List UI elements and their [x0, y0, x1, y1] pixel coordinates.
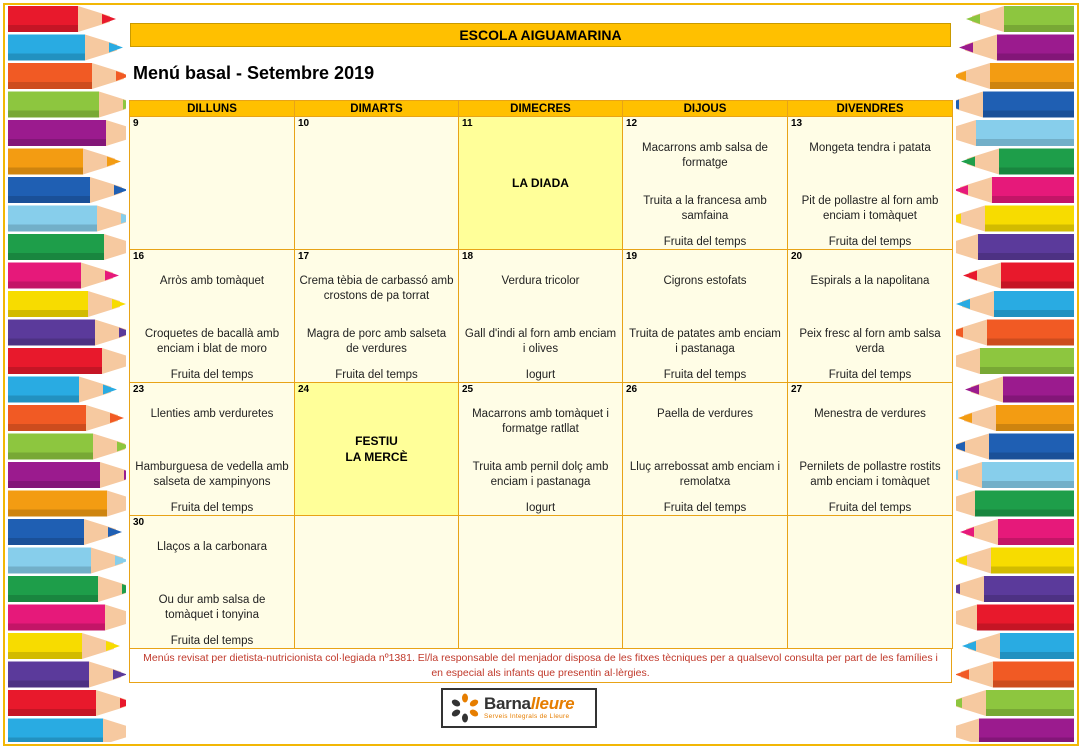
- first-course: Mongeta tendra i patata: [809, 142, 931, 154]
- weekday-header: DIJOUS: [623, 101, 788, 117]
- pencil-icon: [8, 548, 126, 574]
- pencil-icon: [8, 291, 126, 317]
- day-number: 25: [462, 384, 474, 395]
- day-cell: [623, 516, 788, 649]
- dessert: Fruita del temps: [828, 502, 912, 514]
- dessert: Fruita del temps: [663, 236, 747, 248]
- pencil-icon: [956, 548, 1074, 574]
- second-course: Ou dur amb salsa de tomàquet i tonyina: [158, 594, 266, 621]
- first-course: Crema tèbia de carbassó amb crostons de pa torrat: [299, 275, 454, 302]
- day-cell: [130, 117, 295, 250]
- pencil-icon: [8, 377, 117, 403]
- day-cell: [459, 117, 623, 250]
- day-number: 23: [133, 384, 145, 395]
- pencil-icon: [956, 348, 1074, 374]
- day-cell: [623, 117, 788, 250]
- second-course: Peix fresc al forn amb salsa verda: [799, 328, 941, 355]
- school-name: ESCOLA AIGUAMARINA: [459, 27, 622, 43]
- day-cell: [623, 383, 788, 516]
- pencil-icon: [8, 234, 126, 260]
- first-course: Arròs amb tomàquet: [159, 275, 265, 287]
- pencil-icon: [966, 6, 1074, 32]
- day-cell: [130, 383, 295, 516]
- day-cell: [788, 516, 953, 649]
- pencil-icon: [956, 434, 1074, 460]
- pencils-decoration-left: [8, 6, 126, 742]
- day-number: 18: [462, 251, 474, 262]
- pencil-icon: [8, 576, 126, 602]
- day-number: 10: [298, 118, 310, 129]
- day-number: 26: [626, 384, 638, 395]
- day-cell: [295, 383, 459, 516]
- pencil-icon: [956, 291, 1074, 317]
- week-row: [130, 117, 953, 250]
- pencil-icon: [961, 149, 1074, 175]
- pencil-icon: [956, 320, 1074, 346]
- weekday-header: DIVENDRES: [788, 101, 953, 117]
- pencil-icon: [956, 462, 1074, 488]
- second-course: Truita amb pernil dolç amb enciam i pastanaga: [472, 461, 609, 488]
- pencil-icon: [956, 120, 1074, 146]
- week-row: [130, 383, 953, 516]
- school-name-bar: [130, 23, 951, 47]
- pencil-icon: [956, 206, 1074, 232]
- day-cell: [788, 117, 953, 250]
- first-course: Macarrons amb salsa de formatge: [642, 142, 768, 169]
- day-cell: [788, 383, 953, 516]
- second-course: Lluç arrebossat amb enciam i remolatxa: [629, 461, 781, 488]
- pencil-icon: [956, 690, 1074, 716]
- pencil-icon: [962, 633, 1074, 659]
- dessert: Fruita del temps: [335, 369, 418, 381]
- dessert: Iogurt: [525, 369, 556, 381]
- day-cell: [130, 250, 295, 383]
- day-number: 27: [791, 384, 803, 395]
- day-number: 12: [626, 118, 638, 129]
- first-course: Cigrons estofats: [663, 275, 747, 287]
- pencil-icon: [956, 63, 1074, 89]
- first-course: Llenties amb verduretes: [150, 408, 274, 420]
- day-number: 9: [133, 118, 139, 129]
- menu-calendar: [129, 100, 953, 649]
- second-course: Pit de pollastre al forn amb enciam i tomàquet: [801, 195, 939, 222]
- pencil-icon: [956, 491, 1074, 517]
- pencil-icon: [960, 519, 1074, 545]
- holiday-label: FESTIU LA MERCÈ: [345, 434, 408, 464]
- pencil-icon: [8, 605, 126, 631]
- pencil-icon: [8, 92, 126, 118]
- second-course: Gall d'indi al forn amb enciam i olives: [464, 328, 617, 355]
- second-course: Truita de patates amb enciam i pastanaga: [629, 328, 781, 355]
- holiday-label: LA DIADA: [512, 176, 569, 190]
- first-course: Paella de verdures: [657, 408, 753, 420]
- first-course: Menestra de verdures: [814, 408, 926, 420]
- pencil-icon: [8, 662, 126, 688]
- pencil-icon: [956, 234, 1074, 260]
- day-cell: [623, 250, 788, 383]
- pencils-decoration-right: [956, 6, 1074, 742]
- logo-tagline: Serveis Integrals de Lleure: [484, 713, 570, 720]
- day-number: 24: [298, 384, 310, 395]
- pencil-icon: [8, 263, 119, 289]
- pencil-icon: [956, 92, 1074, 118]
- day-number: 30: [133, 517, 145, 528]
- pencil-icon: [8, 120, 126, 146]
- day-number: 19: [626, 251, 638, 262]
- barnalleure-logo: [441, 688, 597, 728]
- day-number: 16: [133, 251, 145, 262]
- week-row: [130, 516, 953, 649]
- barnalleure-logo-icon: [450, 693, 480, 723]
- pencil-icon: [8, 6, 116, 32]
- dessert: Fruita del temps: [828, 236, 912, 248]
- second-course: Hamburguesa de vedella amb salseta de xampinyons: [135, 461, 289, 488]
- pencil-icon: [956, 576, 1074, 602]
- day-cell: [295, 117, 459, 250]
- day-cell: [459, 383, 623, 516]
- logo-name: Barnalleure: [484, 694, 575, 713]
- pencil-icon: [8, 348, 126, 374]
- pencil-icon: [8, 177, 126, 203]
- day-number: 13: [791, 118, 803, 129]
- pencil-icon: [958, 405, 1074, 431]
- weekday-header: DILLUNS: [130, 101, 295, 117]
- pencil-icon: [965, 377, 1074, 403]
- pencil-icon: [8, 519, 122, 545]
- pencil-icon: [959, 35, 1074, 61]
- pencil-icon: [8, 434, 126, 460]
- first-course: Verdura tricolor: [501, 275, 580, 287]
- pencil-icon: [8, 149, 121, 175]
- dessert: Fruita del temps: [170, 635, 254, 647]
- pencil-icon: [8, 405, 124, 431]
- day-number: 17: [298, 251, 310, 262]
- pencil-icon: [8, 633, 120, 659]
- pencil-icon: [8, 690, 126, 716]
- weekday-header: DIMARTS: [295, 101, 459, 117]
- day-number: 20: [791, 251, 803, 262]
- week-row: [130, 250, 953, 383]
- second-course: Truita a la francesa amb samfaina: [643, 195, 767, 222]
- second-course: Magra de porc amb salseta de verdures: [306, 328, 447, 355]
- first-course: Espirals a la napolitana: [810, 275, 930, 287]
- dessert: Fruita del temps: [663, 502, 747, 514]
- day-cell: [459, 250, 623, 383]
- day-cell: [295, 516, 459, 649]
- pencil-icon: [8, 462, 126, 488]
- second-course: Croquetes de bacallà amb enciam i blat de moro: [144, 328, 280, 355]
- weekday-header-row: [130, 101, 953, 117]
- pencil-icon: [956, 719, 1074, 743]
- pencil-icon: [8, 491, 126, 517]
- pencil-icon: [963, 263, 1074, 289]
- pencil-icon: [956, 605, 1074, 631]
- pencil-icon: [956, 177, 1074, 203]
- nutritionist-footnote: Menús revisat per dietista-nutricionista col·legiada nº1381. El/la responsable del menjador disposa de les fitxes tècniques per a qualsevol consulta per part de les famílies i en especial als infants que presentin al·lèrgies.: [129, 649, 952, 683]
- pencil-icon: [8, 63, 126, 89]
- menu-title: Menú basal - Setembre 2019: [133, 63, 375, 83]
- day-cell: [295, 250, 459, 383]
- dessert: Fruita del temps: [170, 369, 254, 381]
- pencil-icon: [8, 35, 123, 61]
- pencil-icon: [8, 320, 126, 346]
- day-number: 11: [462, 118, 473, 129]
- weekday-header: DIMECRES: [459, 101, 623, 117]
- pencil-icon: [8, 206, 126, 232]
- dessert: Fruita del temps: [170, 502, 254, 514]
- pencil-icon: [956, 662, 1074, 688]
- dessert: Fruita del temps: [663, 369, 747, 381]
- dessert: Iogurt: [525, 502, 556, 514]
- day-cell: [788, 250, 953, 383]
- dessert: Fruita del temps: [828, 369, 912, 381]
- day-cell: [130, 516, 295, 649]
- day-cell: [459, 516, 623, 649]
- first-course: Llaços a la carbonara: [157, 541, 267, 553]
- second-course: Pernilets de pollastre rostits amb enciam i tomàquet: [799, 461, 941, 488]
- pencil-icon: [8, 719, 126, 743]
- first-course: Macarrons amb tomàquet i formatge ratllat: [472, 408, 609, 435]
